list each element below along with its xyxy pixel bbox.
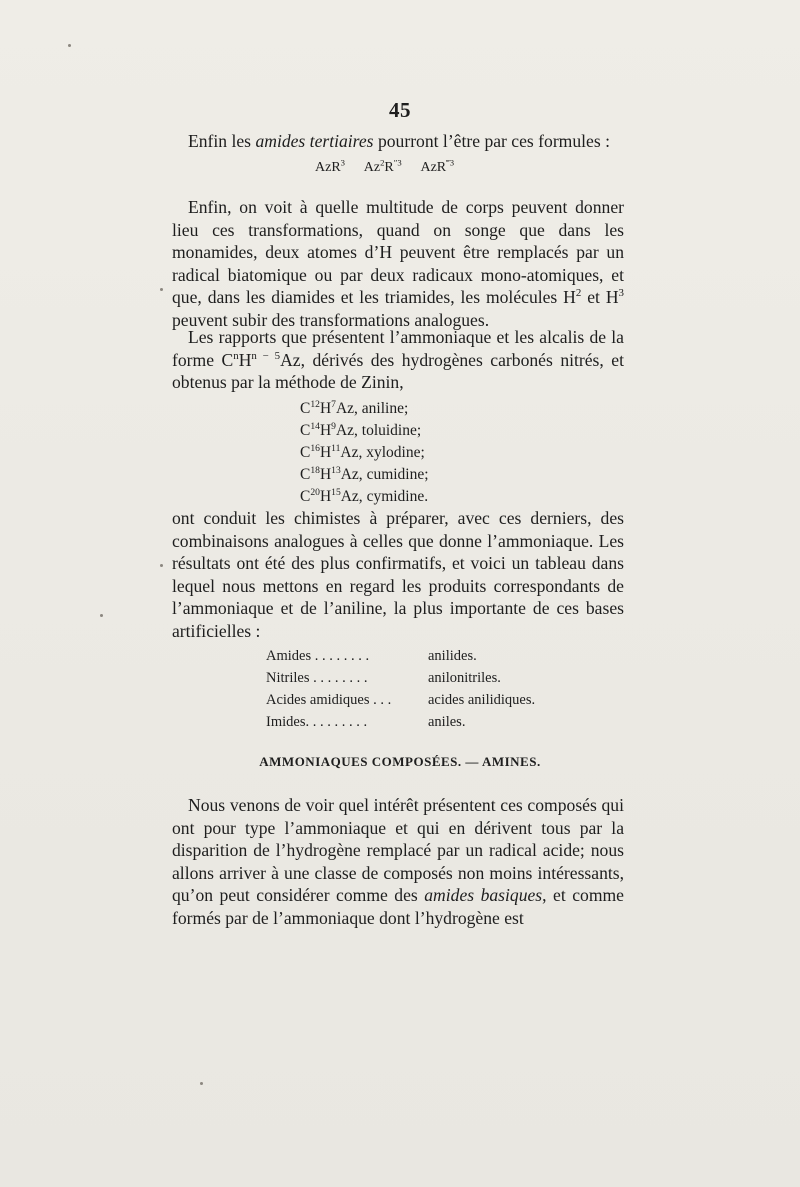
paper-speck (160, 564, 163, 567)
paper-speck (160, 288, 163, 291)
table-row: Imides. . . . . . . . . aniles. (266, 714, 466, 730)
p3-text1: Les rapports que présentent l’ammoniaque et les alcalis de la forme C (172, 327, 624, 370)
formula-line (315, 157, 635, 176)
p2-text2: et H (581, 287, 619, 308)
list-item: $C^{12}H^7Az$, aniline; (300, 398, 409, 417)
list-item: $C^{18}H^{13}Az$, cumidine; (300, 464, 429, 483)
formula-azr3-triple: AzR$^{‴3}$ (420, 157, 455, 175)
paragraph-rapports (172, 326, 624, 394)
paper-speck (200, 1082, 203, 1085)
paragraph-chimistes: ont conduit les chimistes à préparer, avec ces derniers, des combinaisons analogues à celles que donne l’ammoniaque. Les résultats ont été des plus confirmatifs, et voici un tableau dans lequel nous mettons en regard les produits correspondants de l’ammoniaque et de l’aniline, la plus importante de ces bases artificielles : (172, 508, 624, 641)
table-row: Nitriles . . . . . . . . anilonitriles. (266, 670, 501, 686)
formula-azr3: AzR$^3$ (315, 157, 346, 175)
p5-text-before: Nous venons de voir quel intérêt présentent ces composés qui ont pour type l’ammoniaque et qui en dérivent tous par la disparition de l’hydrogène remplacé par un radical acide; nous allons arriver à une classe de composés non moins intéressants, qu’on peut considérer comme des (172, 795, 624, 906)
p2-text3: peuvent subir des transformations analogues. (172, 309, 490, 330)
p3-text3: Az, dérivés des hydrogènes carbonés nitrés, et obtenus par la méthode de Zinin, (172, 349, 624, 393)
paragraph-amides-tertiaires (172, 130, 624, 153)
page-number: 45 (389, 98, 411, 122)
p2-sup1: 2 (575, 287, 582, 300)
section-heading: AMMONIAQUES COMPOSÉES. — AMINES. (259, 754, 541, 769)
p1-text-before: Enfin les (188, 131, 256, 151)
list-item: $C^{14}H^9Az$, toluidine; (300, 420, 422, 439)
paper-speck (68, 44, 71, 47)
formula-az2r3: $Az^2R^{''3}$ (363, 157, 402, 175)
p5-text-after: , et comme formés par de l’ammoniaque dont l’hydrogène est (172, 885, 624, 928)
paragraph-transformations (172, 196, 624, 332)
p2-text1: Enfin, on voit à quelle multitude de corps peuvent donner lieu ces transformations, quand on songe que dans les monamides, deux atomes d’H peuvent être remplacés par un radical biatomique ou par deux radicaux mono-atomiques, et que, dans les diamides et les triamides, les molécules H (172, 197, 624, 308)
p1-text-after: pourront l’être par ces formules : (373, 131, 610, 151)
list-item: $C^{16}H^{11}Az$, xylodine; (300, 442, 425, 461)
p3-text2: H (238, 349, 252, 370)
paper-speck (100, 614, 103, 617)
table-row: Amides . . . . . . . . anilides. (266, 648, 477, 664)
p3-sup1: n (233, 349, 239, 362)
p3-sup2: n − 5 (251, 349, 281, 362)
paragraph-amines (172, 794, 624, 930)
comparison-table (266, 645, 535, 733)
table-row: Acides amidiques . . . acides anilidiques. (266, 692, 536, 708)
bases-list (300, 398, 560, 508)
p2-sup2: 3 (618, 287, 624, 300)
list-item: $C^{20}H^{15}Az$, cymidine. (300, 486, 429, 505)
p5-italic-term: amides basiques (424, 885, 543, 906)
p1-italic-term: amides tertiaires (255, 131, 374, 151)
